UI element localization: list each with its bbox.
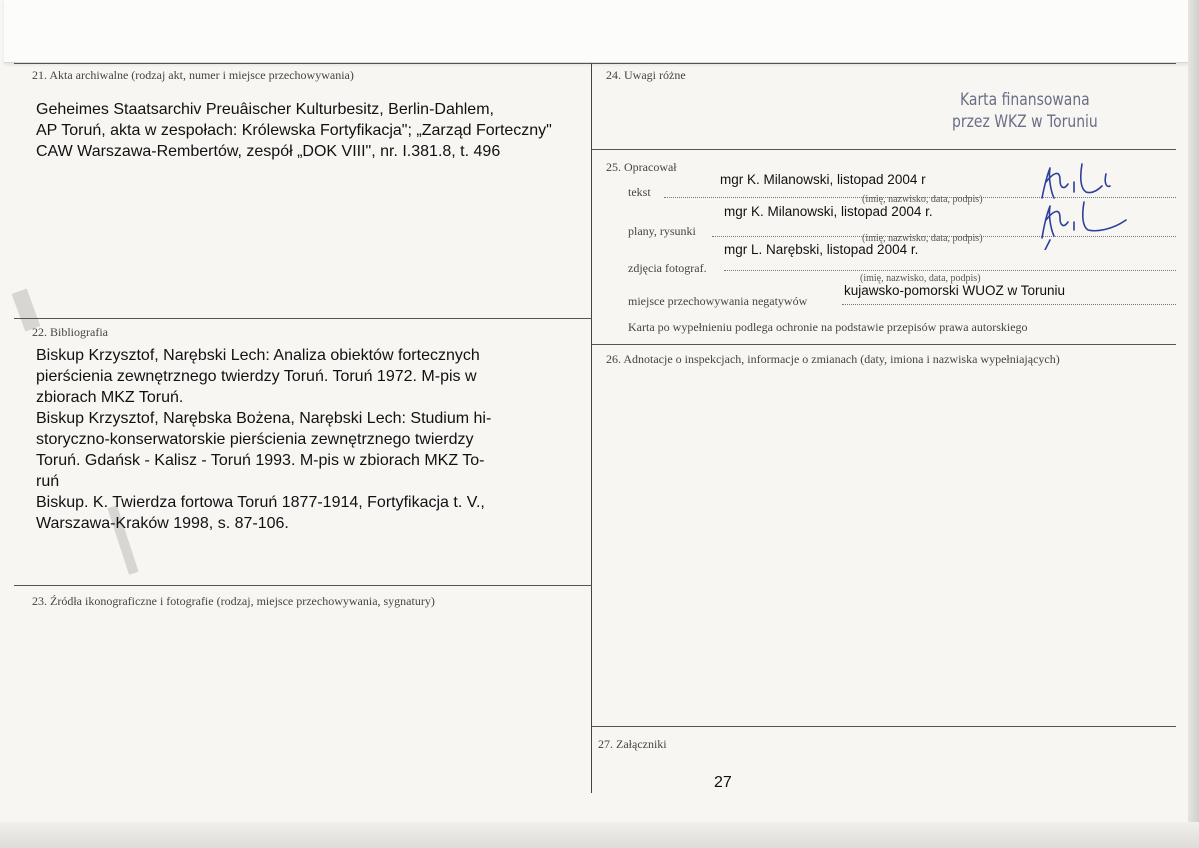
section-21-text <box>36 99 552 162</box>
section-26-label: 26. Adnotacje o inspekcjach, informacje o zmianach (daty, imiona i nazwiska wypełniających) <box>606 352 1060 366</box>
plany-label: plany, rysunki <box>628 224 696 238</box>
rule-22 <box>14 318 592 319</box>
handwritten-signatures <box>1030 160 1140 250</box>
rule-26 <box>592 344 1176 345</box>
rule-top-left <box>14 63 592 64</box>
section-25-label: 25. Opracował <box>606 160 677 174</box>
bibliography-line: ruń <box>36 473 60 490</box>
copyright-note: Karta po wypełnieniu podlega ochronie na podstawie przepisów prawa autorskiego <box>628 320 1028 334</box>
funding-stamp-line2: przez WKZ w Toruniu <box>952 112 1098 132</box>
negatywy-dotted-line <box>842 304 1176 305</box>
signature-tail <box>1044 240 1050 250</box>
funding-stamp-line1: Karta finansowana <box>960 90 1090 110</box>
archive-line: AP Toruń, akta w zespołach: Królewska Fortyfikacja"; „Zarząd Forteczny" <box>36 122 552 139</box>
bibliography-line: Biskup Krzysztof, Narębska Bożena, Narębski Lech: Studium hi- <box>36 410 492 427</box>
card-tab <box>4 0 1194 63</box>
bibliography-line: pierścienia zewnętrznego twierdzy Toruń. Toruń 1972. M-pis w <box>36 368 477 385</box>
tekst-value: mgr K. Milanowski, listopad 2004 r <box>720 172 926 187</box>
section-21-label: 21. Akta archiwalne (rodzaj akt, numer i miejsce przechowywania) <box>32 68 354 82</box>
tekst-label: tekst <box>628 185 651 199</box>
page-edge-bottom <box>0 822 1199 848</box>
section-22-label: 22. Bibliografia <box>32 325 108 339</box>
section-22-text <box>36 345 491 534</box>
archive-line: Geheimes Staatsarchiv Preuâischer Kulturbesitz, Berlin-Dahlem, <box>36 101 494 118</box>
bibliography-line: Biskup Krzysztof, Narębski Lech: Analiza obiektów fortecznych <box>36 347 480 364</box>
tekst-hint: (imię, nazwisko, data, podpis) <box>862 194 983 205</box>
negatywy-label: miejsce przechowywania negatywów <box>628 294 808 308</box>
plany-hint: (imię, nazwisko, data, podpis) <box>862 233 983 244</box>
plany-value: mgr K. Milanowski, listopad 2004 r. <box>724 204 933 219</box>
section-24-label: 24. Uwagi różne <box>606 68 686 82</box>
rule-top-right <box>592 63 1176 64</box>
negatywy-value: kujawsko-pomorski WUOZ w Toruniu <box>844 283 1066 298</box>
bibliography-line: Toruń. Gdańsk - Kalisz - Toruń 1993. M-pis w zbiorach MKZ To- <box>36 452 485 469</box>
section-27-label: 27. Załączniki <box>598 737 667 751</box>
rule-25 <box>592 149 1176 150</box>
bibliography-line: Warszawa-Kraków 1998, s. 87-106. <box>36 515 289 532</box>
section-23-label: 23. Źródła ikonograficzne i fotografie (rodzaj, miejsce przechowywania, sygnatury) <box>32 594 435 608</box>
rule-27 <box>592 726 1176 727</box>
zdjecia-dotted-line <box>724 270 1176 271</box>
zdjecia-label: zdjęcia fotograf. <box>628 261 707 275</box>
signature-1b <box>1074 164 1110 193</box>
archive-line: CAW Warszawa-Rembertów, zespół „DOK VIII", nr. I.381.8, t. 496 <box>36 143 501 160</box>
bibliography-line: zbiorach MKZ Toruń. <box>36 389 184 406</box>
signature-2b <box>1074 202 1126 231</box>
zdjecia-hint: (imię, nazwisko, data, podpis) <box>860 273 981 284</box>
column-divider <box>591 63 592 793</box>
zdjecia-value: mgr L. Narębski, listopad 2004 r. <box>724 242 919 257</box>
page-edge-right <box>1188 0 1199 848</box>
rule-23 <box>14 585 592 586</box>
signature-2 <box>1042 206 1068 238</box>
page-number: 27 <box>714 774 732 791</box>
signature-1 <box>1042 168 1068 198</box>
bibliography-line: storyczno-konserwatorskie pierścienia zewnętrznego twierdzy <box>36 431 474 448</box>
bibliography-line: Biskup. K. Twierdza fortowa Toruń 1877-1914, Fortyfikacja t. V., <box>36 494 485 511</box>
